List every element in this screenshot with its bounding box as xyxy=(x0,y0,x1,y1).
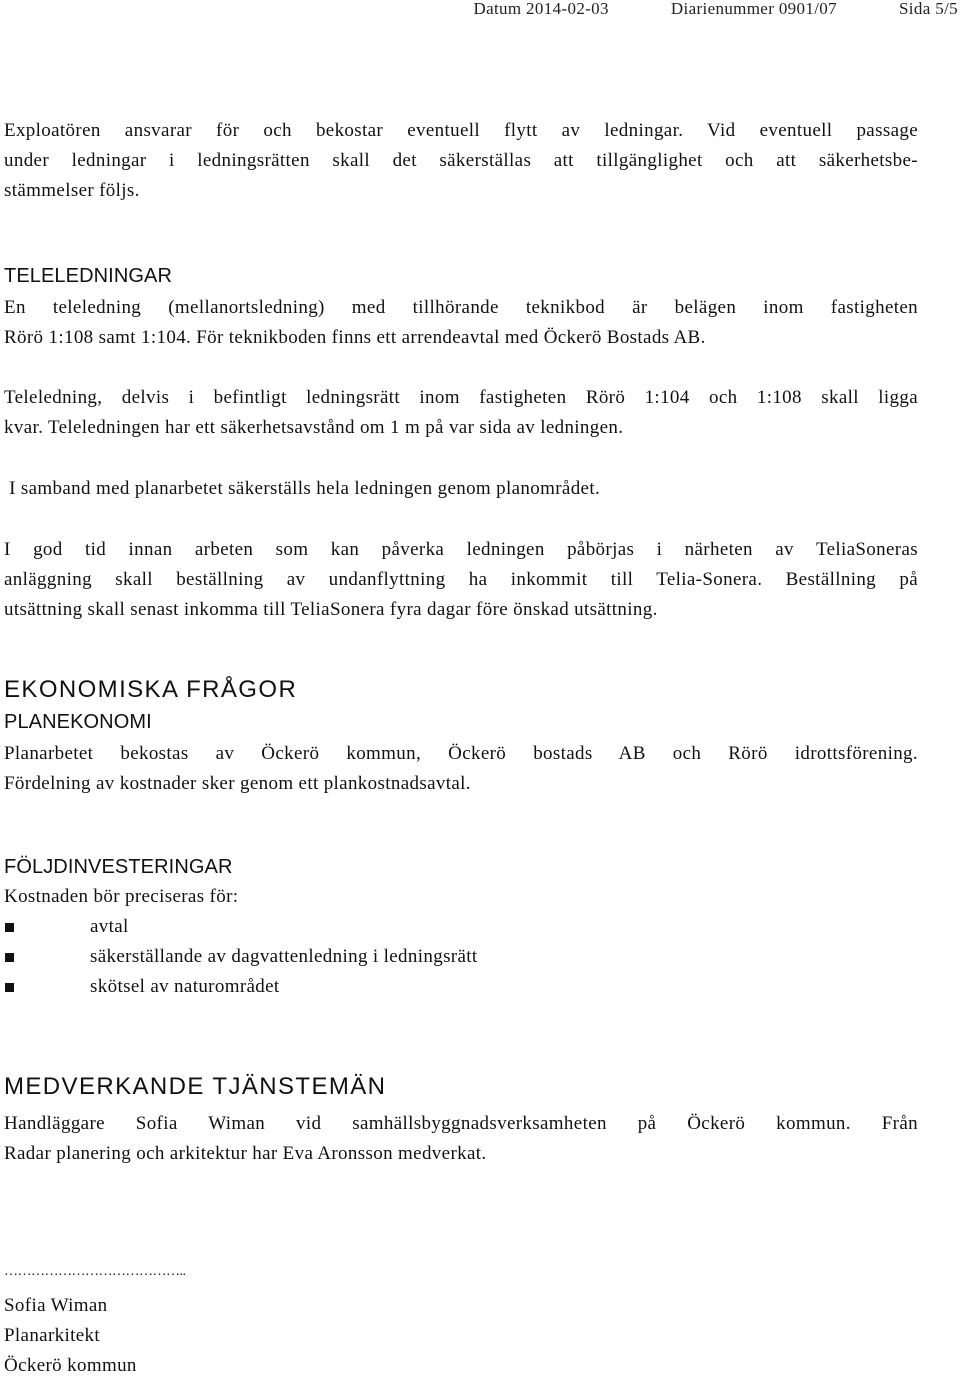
signature-organization: Öckerö kommun xyxy=(4,1355,137,1376)
foljdinvesteringar-heading: FÖLJDINVESTERINGAR xyxy=(4,856,233,878)
list-item xyxy=(4,912,478,942)
square-bullet-icon xyxy=(5,983,14,992)
planekonomi-paragraph xyxy=(4,739,918,799)
list-item xyxy=(4,942,478,972)
signature-line: ………………………………….. xyxy=(4,1264,186,1279)
teleledningar-p2-line-1: Teleledning, delvis i befintligt ledningsrätt inom fastigheten Rörö 1:104 och 1:108 skall ligga xyxy=(4,387,918,408)
medverkande-line-1: Handläggare Sofia Wiman vid samhällsbyggnadsverksamheten på Öckerö kommun. Från xyxy=(4,1113,918,1134)
signature-title: Planarkitekt xyxy=(4,1325,101,1346)
foljdinvesteringar-intro xyxy=(4,882,918,912)
header-diary-number: Diarienummer 0901/07 xyxy=(670,0,837,18)
header-date: Datum 2014-02-03 xyxy=(473,0,609,18)
planekonomi-heading: PLANEKONOMI xyxy=(4,711,152,733)
list-item xyxy=(4,972,478,1002)
medverkande-line-2: Radar planering och arkitektur har Eva Aronsson medverkat. xyxy=(4,1143,487,1164)
intro-line-1: Exploatören ansvarar för och bekostar eventuell flytt av ledningar. Vid eventuell passage xyxy=(4,120,918,141)
list-item-text: skötsel av naturområdet xyxy=(90,976,280,997)
teleledningar-p1-line-2: Rörö 1:108 samt 1:104. För teknikboden finns ett arrendeavtal med Öckerö Bostads AB. xyxy=(4,327,706,348)
foljdinvesteringar-intro-line: Kostnaden bör preciseras för: xyxy=(4,886,239,907)
signature-block xyxy=(4,1291,137,1381)
intro-line-3: stämmelser följs. xyxy=(4,180,140,201)
intro-line-2: under ledningar i ledningsrätten skall det säkerställas att tillgänglighet och att säkerhetsbe- xyxy=(4,150,918,171)
teleledningar-paragraph-2 xyxy=(4,383,918,443)
intro-paragraph xyxy=(4,116,918,206)
teleledningar-p2-line-2: kvar. Teleledningen har ett säkerhetsavstånd om 1 m på var sida av ledningen. xyxy=(4,417,624,438)
planekonomi-line-1: Planarbetet bekostas av Öckerö kommun, Öckerö bostads AB och Rörö idrottsförening. xyxy=(4,743,918,764)
teleledningar-p4-line-3: utsättning skall senast inkomma till TeliaSonera fyra dagar före önskad utsättning. xyxy=(4,599,658,620)
square-bullet-icon xyxy=(5,953,14,962)
teleledningar-paragraph-3 xyxy=(4,474,918,504)
planekonomi-line-2: Fördelning av kostnader sker genom ett plankostnadsavtal. xyxy=(4,773,471,794)
foljdinvesteringar-list xyxy=(4,912,478,1002)
teleledningar-p4-line-2: anläggning skall beställning av undanflyttning ha inkommit till Telia-Sonera. Beställning på xyxy=(4,569,918,590)
medverkande-heading: MEDVERKANDE TJÄNSTEMÄN xyxy=(4,1073,387,1100)
square-bullet-icon xyxy=(5,923,14,932)
teleledningar-p4-line-1: I god tid innan arbeten som kan påverka ledningen påbörjas i närheten av TeliaSoneras xyxy=(4,539,918,560)
list-item-text: säkerställande av dagvattenledning i ledningsrätt xyxy=(90,946,478,967)
teleledningar-heading: TELELEDNINGAR xyxy=(4,265,173,287)
signature-name: Sofia Wiman xyxy=(4,1295,108,1316)
list-item-text: avtal xyxy=(90,916,129,937)
teleledningar-p1-line-1: En teleledning (mellanortsledning) med tillhörande teknikbod är belägen inom fastigheten xyxy=(4,297,918,318)
teleledningar-p3-line: I samband med planarbetet säkerställs hela ledningen genom planområdet. xyxy=(4,478,601,499)
medverkande-paragraph xyxy=(4,1109,918,1169)
page-header xyxy=(473,0,958,20)
teleledningar-paragraph-4 xyxy=(4,535,918,625)
ekonomiska-fragor-heading: EKONOMISKA FRÅGOR xyxy=(4,676,298,703)
header-page-number: Sida 5/5 xyxy=(899,0,958,18)
teleledningar-paragraph-1 xyxy=(4,293,918,353)
